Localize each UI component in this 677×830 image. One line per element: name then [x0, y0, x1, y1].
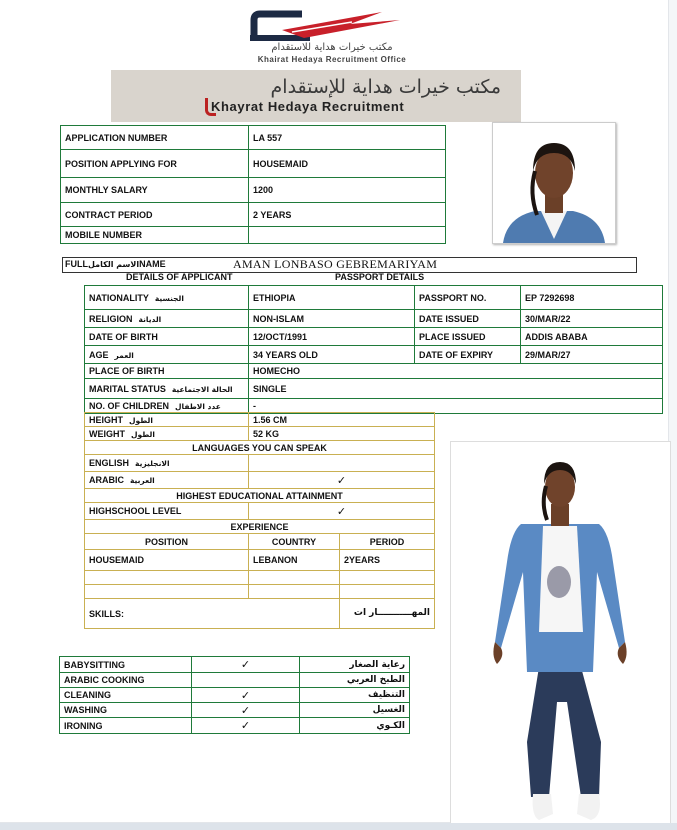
application-table — [60, 125, 446, 244]
table-row — [85, 585, 435, 599]
passport-number-value: EP 7292698 — [521, 286, 663, 310]
salary-value: 1200 — [249, 178, 446, 203]
table-row — [85, 413, 435, 427]
language-label: ARABIC العربية — [85, 472, 249, 489]
table-row — [61, 203, 446, 227]
field-label: DATE OF BIRTH — [85, 328, 249, 346]
table-row — [85, 472, 435, 489]
place-of-birth-value: HOMECHO — [249, 364, 663, 379]
field-label: MOBILE NUMBER — [61, 227, 249, 244]
portrait-image — [493, 123, 615, 243]
table-row — [61, 150, 446, 178]
experience-header-period: PERIOD — [340, 534, 435, 550]
experience-period: 2YEARS — [340, 550, 435, 571]
religion-value: NON-ISLAM — [249, 310, 415, 328]
skill-check: ✓ — [192, 703, 300, 718]
table-row — [85, 310, 663, 328]
date-issued-value: 30/MAR/22 — [521, 310, 663, 328]
date-of-birth-value: 12/OCT/1991 — [249, 328, 415, 346]
table-row — [85, 364, 663, 379]
table-row — [60, 688, 410, 703]
passport-details-heading: PASSPORT DETAILS — [335, 272, 425, 282]
application-number-value: LA 557 — [249, 126, 446, 150]
table-row — [61, 178, 446, 203]
position-value: HOUSEMAID — [249, 150, 446, 178]
contract-value: 2 YEARS — [249, 203, 446, 227]
table-row — [85, 599, 435, 629]
age-value: 34 YEARS OLD — [249, 346, 415, 364]
skills-label: SKILLS: — [85, 599, 340, 629]
skill-label: WASHING — [60, 703, 192, 718]
table-row — [85, 286, 663, 310]
mobile-value — [249, 227, 446, 244]
field-label: PASSPORT NO. — [415, 286, 521, 310]
table-row — [85, 346, 663, 364]
full-name-row — [62, 257, 637, 273]
skill-arabic-label: رعاية الصغار — [300, 657, 410, 673]
place-issued-value: ADDIS ABABA — [521, 328, 663, 346]
arabic-check: ✓ — [249, 472, 435, 489]
children-value: - — [249, 399, 663, 414]
physical-languages-table — [84, 412, 435, 629]
marital-status-value: SINGLE — [249, 379, 663, 399]
full-name-value: AMAN LONBASO GEBREMARIYAM — [233, 257, 438, 271]
skills-table — [59, 656, 410, 734]
company-logo — [232, 8, 432, 68]
skill-label: ARABIC COOKING — [60, 673, 192, 688]
banner-english-title: Khayrat Hedaya Recruitment — [211, 99, 405, 114]
applicant-full-body-photo — [450, 441, 671, 825]
skill-arabic-label: الكـوي — [300, 718, 410, 734]
height-value: 1.56 CM — [249, 413, 435, 427]
field-label: POSITION APPLYING FOR — [61, 150, 249, 178]
languages-heading: LANGUAGES YOU CAN SPEAK — [85, 441, 435, 455]
logo-mark-icon — [232, 8, 432, 44]
field-label: PLACE ISSUED — [415, 328, 521, 346]
skill-check — [192, 673, 300, 688]
skills-arabic-label: المهـــــــــــار ات — [340, 599, 435, 629]
english-check — [249, 455, 435, 472]
skill-arabic-label: الطبخ العربي — [300, 673, 410, 688]
applicant-headshot-photo — [492, 122, 616, 244]
education-label: HIGHSCHOOL LEVEL — [85, 503, 249, 520]
field-label: PLACE OF BIRTH — [85, 364, 249, 379]
table-row — [61, 227, 446, 244]
skill-arabic-label: الغسيل — [300, 703, 410, 718]
table-row — [60, 657, 410, 673]
skill-arabic-label: التنظيف — [300, 688, 410, 703]
page-footer-strip — [0, 823, 677, 830]
details-of-applicant-heading: DETAILS OF APPLICANT — [126, 272, 233, 282]
field-label: APPLICATION NUMBER — [61, 126, 249, 150]
nationality-value: ETHIOPIA — [249, 286, 415, 310]
skill-label: BABYSITTING — [60, 657, 192, 673]
field-label: DATE ISSUED — [415, 310, 521, 328]
table-row — [85, 328, 663, 346]
skill-check: ✓ — [192, 657, 300, 673]
applicant-details-table — [84, 285, 663, 414]
table-row — [85, 489, 435, 503]
logo-arabic-text: مكتب خيرات هداية للاستقدام — [271, 42, 393, 53]
banner-arabic-title: مكتب خيرات هداية للإستقدام — [270, 76, 501, 98]
table-row — [85, 520, 435, 534]
skill-label: IRONING — [60, 718, 192, 734]
language-label: ENGLISH الانجليزية — [85, 455, 249, 472]
table-row — [85, 455, 435, 472]
field-label: NO. OF CHILDREN عدد الاطفال — [85, 399, 249, 414]
table-row — [85, 427, 435, 441]
education-check: ✓ — [249, 503, 435, 520]
field-label: NATIONALITY الجنسية — [85, 286, 249, 310]
weight-value: 52 KG — [249, 427, 435, 441]
table-row — [85, 441, 435, 455]
field-label: HEIGHT الطول — [85, 413, 249, 427]
table-row — [60, 718, 410, 734]
company-banner — [111, 70, 521, 122]
table-row — [85, 534, 435, 550]
table-row — [61, 126, 446, 150]
experience-header-position: POSITION — [85, 534, 249, 550]
experience-heading: EXPERIENCE — [85, 520, 435, 534]
field-label: CONTRACT PERIOD — [61, 203, 249, 227]
field-label: RELIGION الديانة — [85, 310, 249, 328]
table-row — [85, 503, 435, 520]
full-name-label: FULLالاسم الكاملNAME — [65, 259, 166, 269]
field-label: AGE العمر — [85, 346, 249, 364]
field-label: MARITAL STATUS الحالة الاجتماعية — [85, 379, 249, 399]
field-label: DATE OF EXPIRY — [415, 346, 521, 364]
skill-check: ✓ — [192, 718, 300, 734]
date-of-expiry-value: 29/MAR/27 — [521, 346, 663, 364]
field-label: MONTHLY SALARY — [61, 178, 249, 203]
experience-header-country: COUNTRY — [249, 534, 340, 550]
logo-english-text: Khairat Hedaya Recruitment Office — [257, 55, 407, 64]
table-row — [60, 703, 410, 718]
table-row — [85, 571, 435, 585]
table-row — [85, 550, 435, 571]
table-row — [85, 379, 663, 399]
experience-country: LEBANON — [249, 550, 340, 571]
table-row — [60, 673, 410, 688]
full-body-image — [451, 442, 670, 824]
experience-position: HOUSEMAID — [85, 550, 249, 571]
education-heading: HIGHEST EDUCATIONAL ATTAINMENT — [85, 489, 435, 503]
skill-label: CLEANING — [60, 688, 192, 703]
field-label: WEIGHT الطول — [85, 427, 249, 441]
skill-check: ✓ — [192, 688, 300, 703]
